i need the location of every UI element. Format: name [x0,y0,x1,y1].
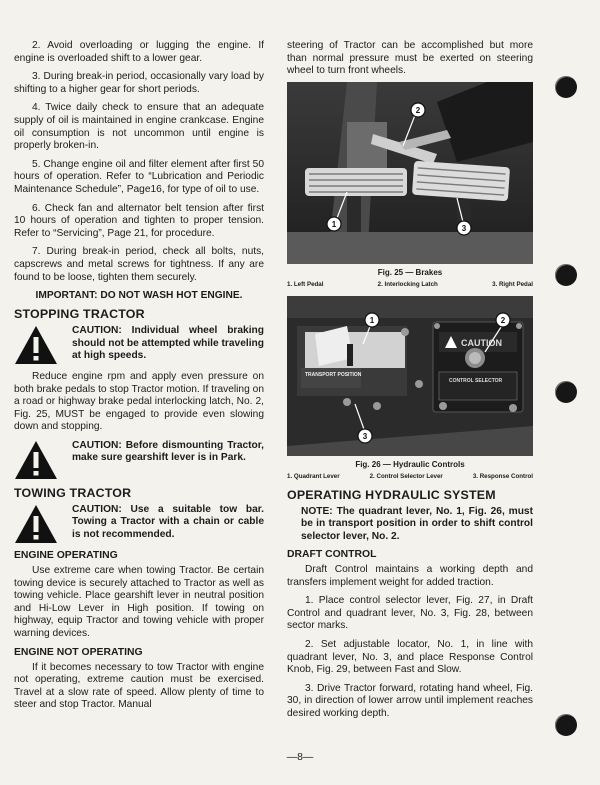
figure-26-parts-list [287,473,533,480]
binder-hole-icon [555,714,577,736]
important-notice: IMPORTANT: DO NOT WASH HOT ENGINE. [35,290,243,302]
continued-paragraph: steering of Tractor can be accomplished but more than normal pressure must be exerted on steering wheel to turn front wheels. [287,40,533,77]
towing-caution-block [14,504,264,544]
fig25-callout-1: 1 [331,219,337,229]
paragraph-7: 7. During break-in period, check all bolts, nuts, capscrews and metal screws for tightness. If any are found to be loose, tighten them securely. [14,246,264,283]
paragraph-5: 5. Change engine oil and filter element after first 50 hours of operation. Refer to “Lubrication and Periodic Maintenance Schedule”, Page16, for type of oil to use. [14,158,264,195]
stopping-heading: STOPPING TRACTOR [14,307,145,322]
fig25-callout-2: 2 [415,105,421,115]
binder-hole-icon [555,264,577,286]
warning-triangle-icon [14,504,58,544]
binder-hole-icon [555,76,577,98]
paragraph-6: 6. Check fan and alternator belt tension after first 10 hours of operation and tighten to proper tension. Refer to “Servicing”, Page 21, for procedure. [14,202,264,239]
warning-triangle-icon [14,325,58,365]
towing-heading: TOWING TRACTOR [14,486,132,501]
fig26-callout-1: 1 [369,315,375,325]
dismount-caution-text: CAUTION: Before dismounting Tractor, make sure gearshift lever is in Park. [72,440,264,464]
caution-decal-text: CAUTION [461,337,502,348]
towing-caution-text: CAUTION: Use a suitable tow bar. Towing a Tractor with a chain or cable is not recommended. [72,504,264,540]
fig25-part-2: 2. Interlocking Latch [377,280,438,288]
figure-25-caption: Fig. 25 — Brakes [377,267,443,277]
hydraulic-note: NOTE: The quadrant lever, No. 1, Fig. 26, must be in transport position in order to shift control selector lever, No. 2. [301,505,533,542]
fig25-part-1: 1. Left Pedal [287,280,324,288]
right-column [287,40,533,727]
fig25-callout-3: 3 [461,223,467,233]
paragraph-4: 4. Twice daily check to ensure that an adequate supply of oil is maintained in engine crankcase. Engine oil consumption is not uncommon until engine is properly broken-in. [14,102,264,152]
page-number: —8— [286,752,314,763]
control-selector-label: CONTROL SELECTOR [449,377,503,384]
paragraph-2: 2. Avoid overloading or lugging the engine. If engine is overloaded shift to a lower gear. [14,40,264,64]
hydraulic-heading: OPERATING HYDRAULIC SYSTEM [287,487,496,502]
paragraph-3: 3. During break-in period, occasionally vary load by shifting to a higher gear for short periods. [14,71,264,95]
figure-25-parts-list [287,281,533,288]
fig25-part-3: 3. Right Pedal [492,280,533,288]
engine-not-operating-heading: ENGINE NOT OPERATING [14,646,143,658]
binder-hole-icon [555,381,577,403]
figure-25-brakes-photo [287,82,533,264]
fig26-part-3: 3. Response Control [472,472,533,480]
draft-step-3: 3. Drive Tractor forward, rotating hand wheel, Fig. 30, in direction of lower arrow until implement reaches desired working depth. [287,682,533,719]
fig26-part-1: 1. Quadrant Lever [287,472,340,480]
draft-control-paragraph: Draft Control maintains a working depth and transfers implement weight for added traction. [287,564,533,588]
left-column [14,40,264,718]
hydraulic-controls-illustration [287,296,533,456]
draft-control-heading: DRAFT CONTROL [287,549,377,560]
fig26-callout-3: 3 [362,431,368,441]
engine-not-operating-paragraph: If it becomes necessary to tow Tractor with engine not operating, extreme caution must be exercised. Travel at a slow rate of speed. Allow plenty of time to steer and stop Tractor. Manual [14,661,264,711]
dismount-caution-block [14,440,264,480]
fig26-callout-2: 2 [500,315,506,325]
stopping-caution-text: CAUTION: Individual wheel braking should not be attempted while traveling at high speeds. [72,325,264,361]
stopping-paragraph: Reduce engine rpm and apply even pressure on both brake pedals to stop Tractor motion. If traveling on a road or highway brake pedal interlocking latch, No. 2, Fig. 25, MUST be engaged to provide even slowing down and stopping. [14,371,264,433]
figure-26-hydraulic-photo [287,296,533,456]
stopping-caution-block [14,325,264,365]
engine-operating-heading: ENGINE OPERATING [14,550,118,562]
figure-26-caption: Fig. 26 — Hydraulic Controls [355,459,465,469]
engine-operating-paragraph: Use extreme care when towing Tractor. Be certain towing device is securely attached to Tractor as well as towing vehicle. Place gearshift lever in neutral position and Hi-Low Lever in High position. If towing on highway, equip Tractor and towing vehicle with proper warning devices. [14,565,264,640]
draft-step-1: 1. Place control selector lever, Fig. 27, in Draft Control and quadrant lever, No. 3, Fig. 28, between sector marks. [287,595,533,632]
brake-pedals-illustration [287,82,533,264]
transport-position-label: TRANSPORT POSITION [305,371,362,378]
fig26-part-2: 2. Control Selector Lever [369,472,443,480]
draft-step-2: 2. Set adjustable locator, No. 1, in line with quadrant lever, No. 3, and place Response Control Knob, Fig. 29, between Fast and Slow. [287,638,533,676]
warning-triangle-icon [14,440,58,480]
